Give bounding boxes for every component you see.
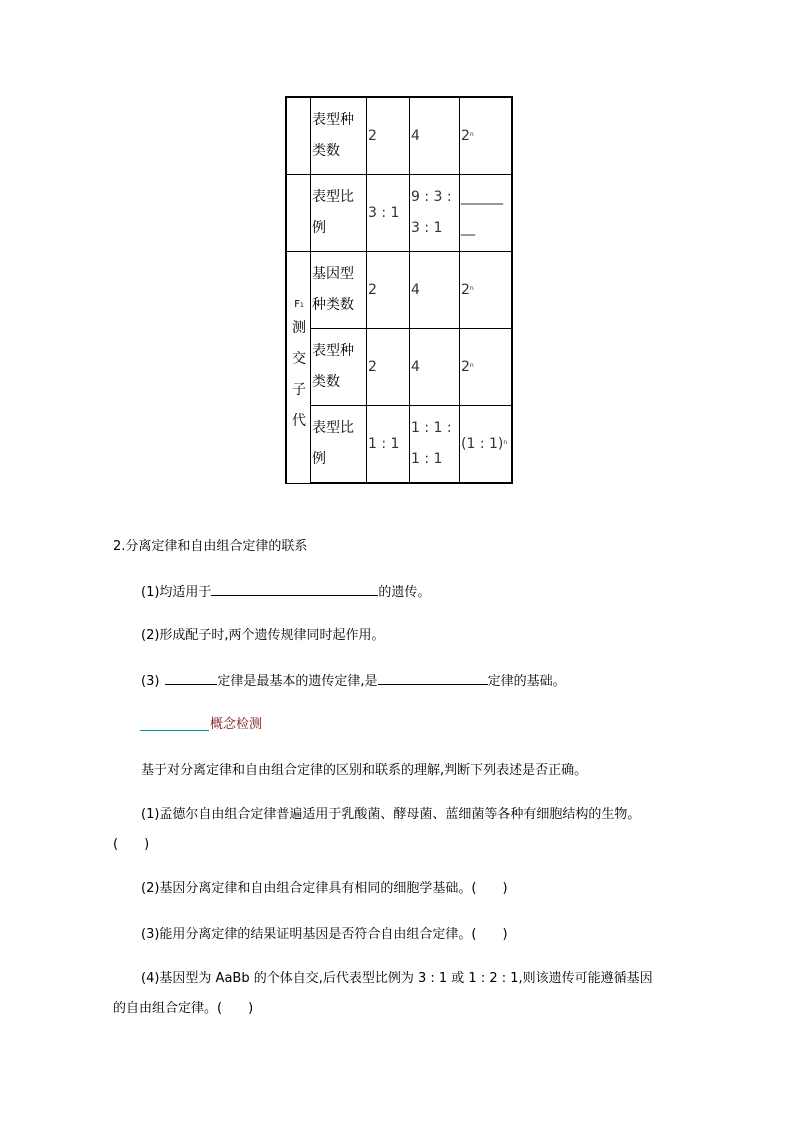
row-label	[311, 252, 367, 329]
value-line: 3 : 1	[411, 220, 443, 236]
label-line: 基因型	[312, 266, 354, 282]
group-char: 交	[292, 350, 306, 367]
label-line: 种类数	[312, 297, 354, 313]
group-char: 测	[292, 319, 306, 336]
label-line: 类数	[312, 374, 340, 390]
table-row	[286, 175, 512, 252]
concept-underline	[140, 729, 209, 731]
item-3-text-a: (3)	[141, 674, 160, 689]
value-base: 2	[461, 358, 470, 375]
label-line: 表型种	[312, 112, 354, 128]
question-3: (3)能用分离定律的结果证明基因是否符合自由组合定律。( )	[141, 927, 508, 942]
f1-label	[288, 298, 310, 313]
row-label	[311, 329, 367, 406]
answer-blank[interactable]	[211, 583, 378, 596]
row-label	[311, 97, 367, 175]
value-cell	[410, 175, 460, 252]
value-cell	[460, 97, 513, 175]
item-3-text-b: 定律是最基本的遗传定律,是	[217, 674, 378, 689]
item-1-text-b: 的遗传。	[378, 585, 431, 600]
label-line: 例	[312, 451, 326, 467]
value-cell	[460, 252, 513, 329]
value-line: 9 : 3 :	[411, 189, 452, 205]
row-label	[311, 175, 367, 252]
section-heading: 2.分离定律和自由组合定律的联系	[113, 539, 308, 554]
blank-line: ______	[461, 189, 503, 205]
item-2: (2)形成配子时,两个遗传规律同时起作用。	[141, 628, 385, 643]
value-sup: n	[469, 361, 474, 369]
table-row	[286, 97, 512, 175]
item-1-text-a: (1)均适用于	[141, 585, 212, 600]
table-row	[286, 406, 512, 484]
f1-prefix: F	[294, 298, 300, 310]
value-line: 1 : 1 :	[411, 420, 452, 436]
value-cell: 4	[410, 252, 460, 329]
question-2: (2)基因分离定律和自由组合定律具有相同的细胞学基础。( )	[141, 881, 508, 896]
label-line: 表型比	[312, 189, 354, 205]
group-cell-f1	[286, 252, 311, 484]
value-line: 1 : 1	[411, 451, 443, 467]
value-sup: n	[503, 438, 508, 446]
item-3-text-c: 定律的基础。	[487, 674, 566, 689]
concept-title: 概念检测	[210, 717, 263, 732]
value-base: 2	[461, 127, 470, 144]
question-1-bracket[interactable]: ( )	[113, 837, 150, 852]
genetics-table	[285, 96, 513, 484]
question-1: (1)孟德尔自由组合定律普遍适用于乳酸菌、酵母菌、蓝细菌等各种有细胞结构的生物。	[141, 807, 641, 822]
item-1	[141, 583, 430, 602]
label-line: 类数	[312, 143, 340, 159]
label-line: 表型种	[312, 343, 354, 359]
value-cell: 2	[367, 252, 410, 329]
value-cell: 4	[410, 97, 460, 175]
value-cell	[460, 406, 513, 484]
blank-cell	[460, 175, 513, 252]
value-cell: 2	[367, 329, 410, 406]
value-sup: n	[469, 284, 474, 292]
concept-intro: 基于对分离定律和自由组合定律的区别和联系的理解,判断下列表述是否正确。	[141, 763, 588, 778]
value-base: 2	[461, 281, 470, 298]
group-char: 代	[292, 412, 306, 429]
f1-sub: 1	[299, 301, 304, 309]
value-cell: 3 : 1	[367, 175, 410, 252]
group-char: 子	[292, 381, 306, 398]
question-4-cont: 的自由组合定律。( )	[113, 1001, 254, 1016]
table-row	[286, 329, 512, 406]
value-cell: 4	[410, 329, 460, 406]
label-line: 表型比	[312, 420, 354, 436]
row-label	[311, 406, 367, 484]
value-cell: 2	[367, 97, 410, 175]
group-cell-top	[286, 97, 311, 175]
table-row	[286, 252, 512, 329]
value-cell: 1 : 1	[367, 406, 410, 484]
value-base: (1 : 1)	[461, 435, 504, 452]
value-cell	[410, 406, 460, 484]
value-sup: n	[469, 130, 474, 138]
item-3	[141, 672, 566, 691]
value-cell	[460, 329, 513, 406]
label-line: 例	[312, 220, 326, 236]
group-cell-top	[286, 175, 311, 252]
blank-line: __	[461, 220, 475, 236]
answer-blank[interactable]	[165, 672, 217, 685]
answer-blank[interactable]	[378, 672, 488, 685]
question-4: (4)基因型为 AaBb 的个体自交,后代表型比例为 3 : 1 或 1 : 2 : 1,则该遗传可能遵循基因	[141, 971, 653, 986]
